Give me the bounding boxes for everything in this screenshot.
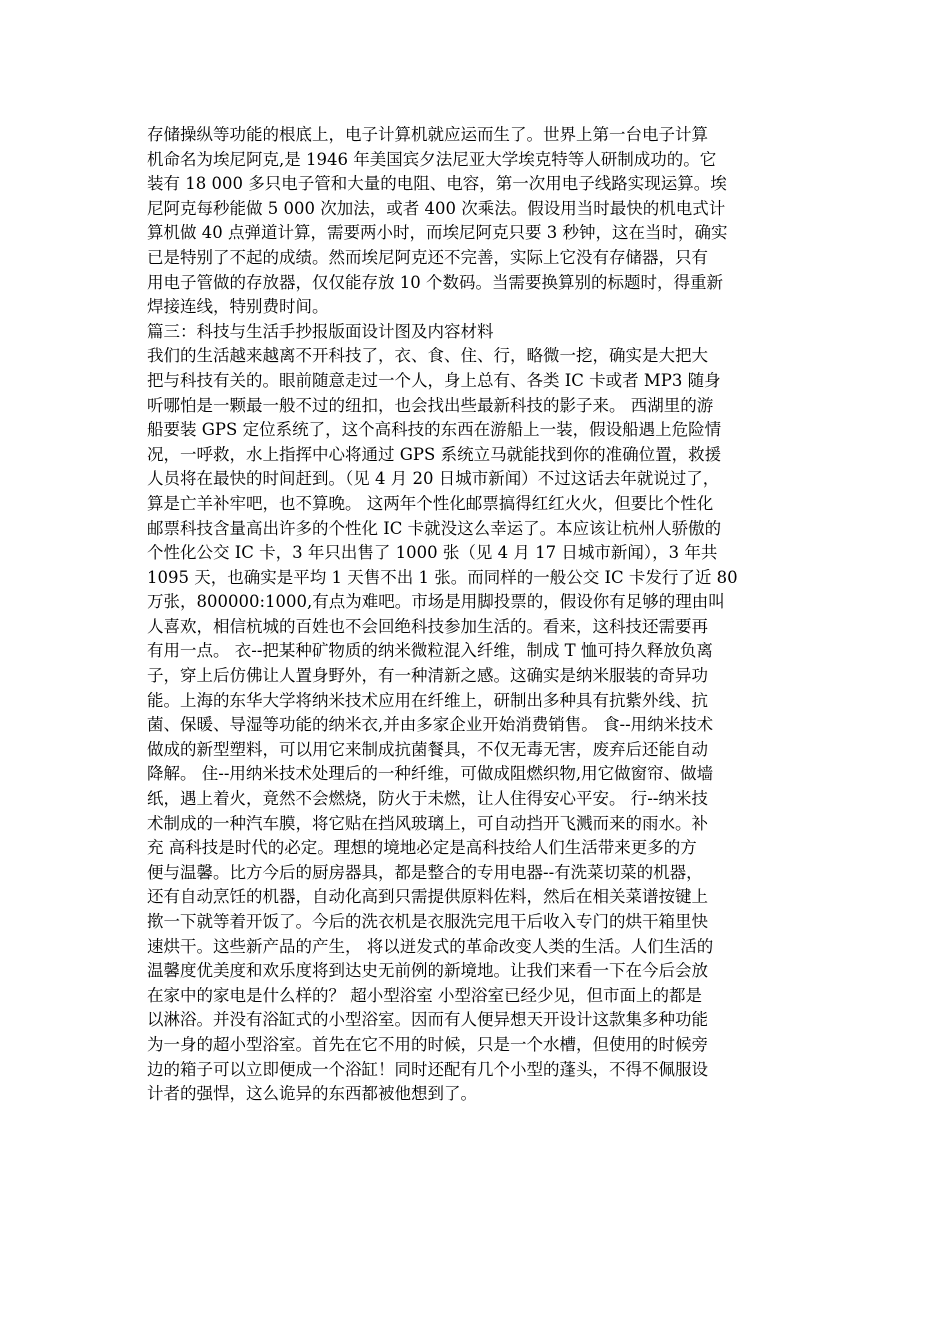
text-line: 我们的生活越来越离不开科技了，衣、食、住、行，略微一挖，确实是大把大 <box>147 346 708 366</box>
text-line: 为一身的超小型浴室。首先在它不用的时候，只是一个水槽，但使用的时候旁 <box>147 1034 708 1054</box>
text-line: 算机做 40 点弹道计算，需要两小时，而埃尼阿克只要 3 秒钟，这在当时，确实 <box>147 223 728 243</box>
text-line: 以淋浴。并没有浴缸式的小型浴室。因而有人便异想天开设计这款集多种功能 <box>147 1010 708 1030</box>
text-line: 焊接连线，特别费时间。 <box>147 297 329 317</box>
text-line: 计者的强悍，这么诡异的东西都被他想到了。 <box>147 1084 477 1104</box>
text-line: 尼阿克每秒能做 5 000 次加法，或者 400 次乘法。假设用当时最快的机电式计 <box>147 198 726 218</box>
text-line: 万张，800000:1000,有点为难吧。市场是用脚投票的，假设你有足够的理由叫 <box>147 592 725 612</box>
text-line: 算是亡羊补牢吧，也不算晚。 这两年个性化邮票搞得红红火火，但要比个性化 <box>147 493 714 513</box>
section-heading-line: 篇三：科技与生活手抄报版面设计图及内容材料 <box>147 321 494 341</box>
text-line: 菌、保暖、导湿等功能的纳米衣,并由多家企业开始消费销售。 食--用纳米技术 <box>147 715 714 735</box>
text-line: 降解。 住--用纳米技术处理后的一种纤维，可做成阻燃织物,用它做窗帘、做墙 <box>147 764 714 784</box>
text-line: 揿一下就等着开饭了。今后的洗衣机是衣服洗完甩干后收入专门的烘干箱里快 <box>147 912 708 931</box>
text-line: 术制成的一种汽车膜，将它贴在挡风玻璃上，可自动挡开飞溅而来的雨水。补 <box>147 813 708 833</box>
text-line: 邮票科技含量高出许多的个性化 IC 卡就没这么幸运了。本应该让杭州人骄傲的 <box>147 518 722 538</box>
text-line: 在家中的家电是什么样的？ 超小型浴室 小型浴室已经少见，但市面上的都是 <box>147 985 702 1005</box>
body-text <box>147 123 809 1107</box>
text-line: 听哪怕是一颗最一般不过的纽扣，也会找出些最新科技的影子来。 西湖里的游 <box>147 395 714 415</box>
text-line: 有用一点。 衣--把某种矿物质的纳米微粒混入纤维，制成 T 恤可持久释放负离 <box>147 641 713 661</box>
text-line: 已是特别了不起的成绩。然而埃尼阿克还不完善，实际上它没有存储器，只有 <box>147 247 708 267</box>
text-line: 人员将在最快的时间赶到。（见 4 月 20 日城市新闻）不过这话去年就说过了， <box>147 469 720 489</box>
text-line: 纸，遇上着火，竟然不会燃烧，防火于未燃，让人住得安心平安。 行--纳米技 <box>147 789 708 809</box>
text-line: 边的箱子可以立即便成一个浴缸！同时还配有几个小型的蓬头，不得不佩服设 <box>147 1059 708 1079</box>
text-line: 用电子管做的存放器，仅仅能存放 10 个数码。当需要换算别的标题时，得重新 <box>147 272 723 292</box>
text-line: 做成的新型塑料，可以用它来制成抗菌餐具，不仅无毒无害，废弃后还能自动 <box>147 739 708 759</box>
text-line: 存储操纵等功能的根底上，电子计算机就应运而生了。世界上第一台电子计算 <box>147 125 708 144</box>
text-line: 子，穿上后仿佛让人置身野外，有一种清新之感。这确实是纳米服装的奇异功 <box>147 666 708 686</box>
text-line: 能。上海的东华大学将纳米技术应用在纤维上，研制出多种具有抗紫外线、抗 <box>147 690 708 710</box>
text-line: 还有自动烹饪的机器，自动化高到只需提供原料佐料，然后在相关菜谱按键上 <box>147 887 708 907</box>
text-line: 速烘干。这些新产品的产生， 将以迸发式的革命改变人类的生活。人们生活的 <box>147 936 714 956</box>
text-line: 便与温馨。比方今后的厨房器具，都是整合的专用电器--有洗菜切菜的机器， <box>147 862 703 882</box>
text-line: 装有 18 000 多只电子管和大量的电阻、电容，第一次用电子线路实现运算。埃 <box>147 174 727 194</box>
text-line: 充 高科技是时代的必定。理想的境地必定是高科技给人们生活带来更多的方 <box>147 838 697 858</box>
text-line: 温馨度优美度和欢乐度将到达史无前例的新境地。让我们来看一下在今后会放 <box>147 961 708 981</box>
text-line: 机命名为埃尼阿克,是 1946 年美国宾夕法尼亚大学埃克特等人研制成功的。它 <box>147 149 717 169</box>
text-line: 1095 天，也确实是平均 1 天售不出 1 张。而同样的一般公交 IC 卡发行了近 80 <box>147 567 738 587</box>
text-line: 况，一呼救，水上指挥中心将通过 GPS 系统立马就能找到你的准确位置，救援 <box>147 444 722 464</box>
text-line: 把与科技有关的。眼前随意走过一个人，身上总有、各类 IC 卡或者 MP3 随身 <box>147 370 721 390</box>
text-line: 个性化公交 IC 卡，3 年只出售了 1000 张（见 4 月 17 日城市新闻），3 年共 <box>147 543 718 563</box>
text-line: 船要装 GPS 定位系统了，这个高科技的东西在游船上一装，假设船遇上危险情 <box>147 420 722 440</box>
text-line: 人喜欢，相信杭城的百姓也不会回绝科技参加生活的。看来，这科技还需要再 <box>147 616 708 636</box>
